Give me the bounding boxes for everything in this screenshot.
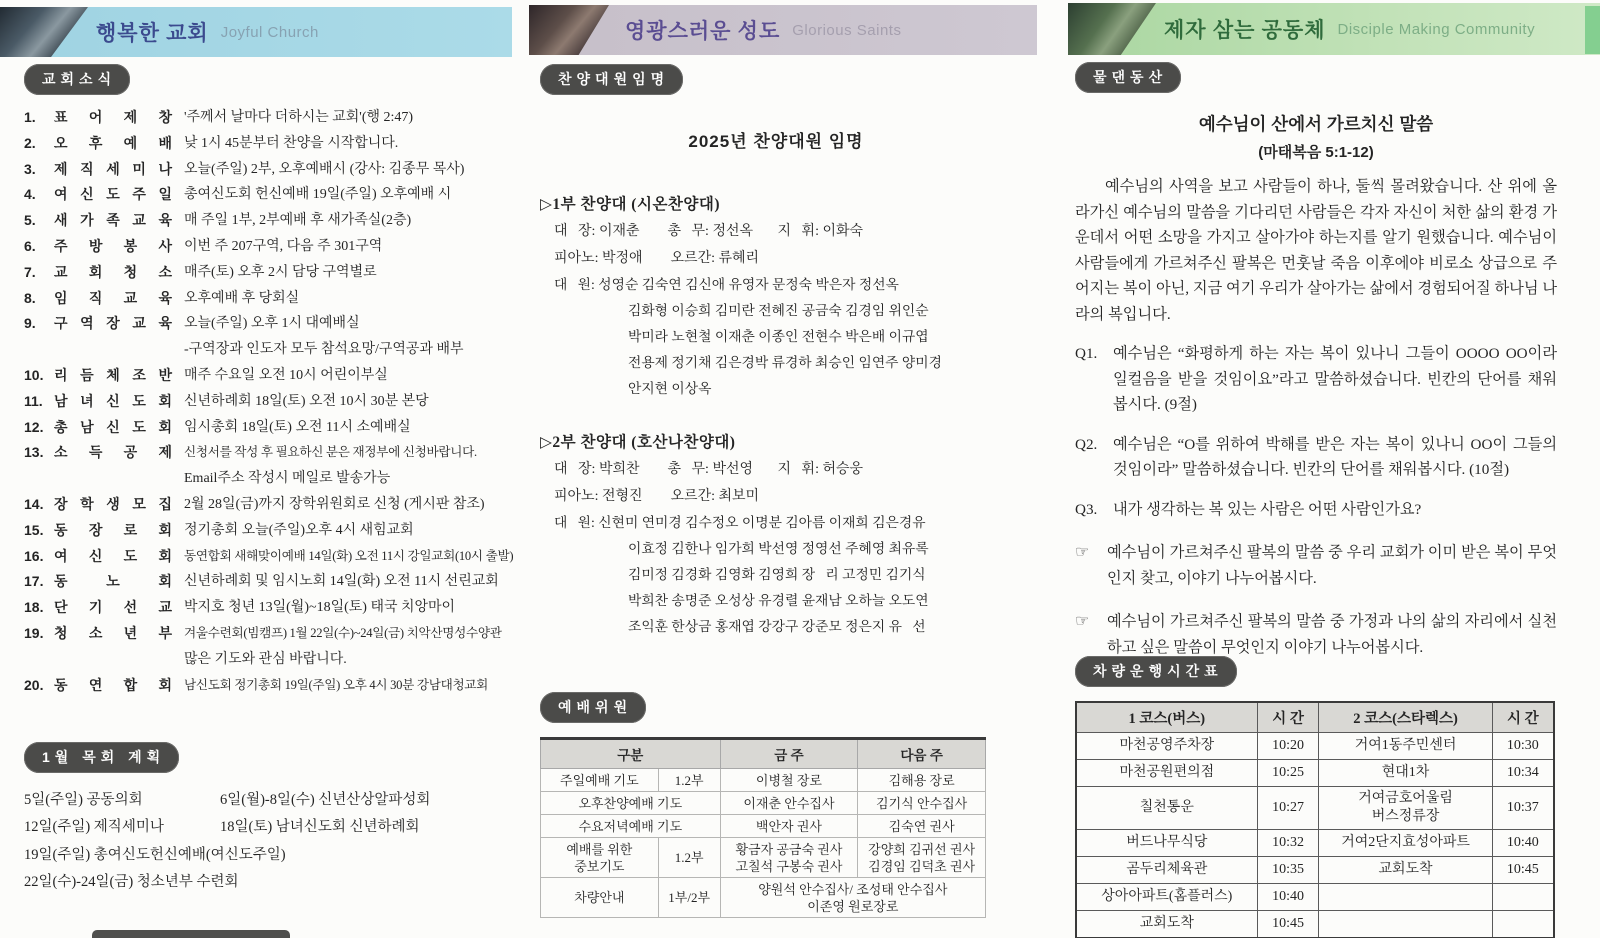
news-item: 15. 동 장 로 회 정기총회 오늘(주일)오후 4시 새힘교회	[24, 521, 414, 538]
choir-1-members: 대 원: 성영순 김숙연 김신애 유영자 문정숙 박은자 정선옥	[554, 277, 899, 292]
question-item: Q3. 내가 생각하는 복 있는 사람은 어떤 사람인가요?	[1075, 500, 1422, 518]
sermon-scripture-reference: (마태복음 5:1-12)	[1258, 144, 1374, 161]
header-course1: 1 코스(버스)	[1076, 702, 1257, 733]
table-header-row	[541, 739, 986, 769]
bus-schedule-section	[1075, 656, 1557, 938]
table-row: 마천공원편의점 10:25 현대1차 10:34	[1076, 760, 1554, 787]
table-header-row	[1076, 702, 1554, 733]
news-item-continuation: 많은 기도와 관심 바랍니다.	[184, 651, 347, 667]
news-item: 16. 여 신 도 회 동연합회 새해맞이예배 14일(화) 오전 11시 강일교회(10시 출발)	[24, 547, 514, 564]
church-photo	[0, 7, 88, 57]
news-item: 2. 오 후 예 배 낮 1시 45분부터 찬양을 시작합니다.	[24, 134, 399, 151]
news-item: 3. 제 직 세 미 나 오늘(주일) 2부, 오후예배시 (강사: 김종무 목사)	[24, 160, 465, 177]
header-this-week: 금 주	[720, 739, 858, 769]
worship-committee-table	[540, 737, 986, 918]
bus-schedule-badge: 차량운행시간표	[1075, 656, 1237, 687]
page-edge-strip	[1585, 6, 1600, 54]
plan-row: 22일(수)-24일(금) 청소년부 수련회	[24, 873, 239, 890]
sermon-intro-paragraph: 예수님의 사역을 보고 사람들이 하나, 둘씩 몰려왔습니다. 산 위에 올라가신 예수님의 말씀을 기다리던 사람들은 각자 자신이 처한 삶의 환경 가운데서 어떤 소망을 가지고 살아가야 하는지를 알기 원했습니다. 예수님이 사람들에게 가르쳐주신 팔복은 먼훗날 죽음 이후에야 비로소 상급으로 주어지는 복이 아닌, 지금 여기 우리가 살아가는 삶에서 경험되어질 하나님 나라의 복입니다.	[1075, 178, 1557, 323]
choir-2-members: 박희찬 송명준 오성상 유경렬 윤재남 오하늘 오도연	[628, 593, 929, 608]
band-title: 행복한 교회	[96, 21, 209, 45]
choir-2-members: 이효정 김한나 임가희 박선영 정영선 주혜영 최유록	[628, 541, 929, 556]
plan-row: 12일(주일) 제직세미나 18일(토) 남녀신도회 신년하례회	[24, 819, 420, 836]
choir-1-members: 박미라 노현철 이재춘 이종인 전현수 박은배 이규엽	[628, 329, 929, 344]
choir-appointment-title: 2025년 찬양대원 임명	[688, 132, 864, 151]
table-row: 칠천통운 10:27 거여금호어울림 버스정류장 10:37	[1076, 787, 1554, 830]
header-next-week: 다음 주	[858, 739, 986, 769]
discussion-pointer: ☞ 예수님이 가르쳐주신 팔복의 말씀 중 우리 교회가 이미 받은 복이 무엇인지 찾고, 이야기 나누어봅시다.	[1075, 540, 1557, 591]
choir-2-staff: 대 장: 박희찬 총 무: 박선영 지 휘: 허승웅	[554, 462, 864, 477]
table-row: 주일예배 기도 1.2부 이병철 장로 김해용 장로	[541, 769, 986, 792]
news-item: 8. 임 직 교 육 오후예배 후 당회실	[24, 289, 300, 306]
news-item: 13. 소 득 공 제 신청서를 작성 후 필요하신 분은 재정부에 신청바랍니다.	[24, 444, 477, 461]
band-title: 영광스러운 성도	[625, 19, 781, 43]
saints-photo	[529, 5, 609, 55]
next-page-badge-cutoff	[92, 930, 290, 938]
bus-schedule-table	[1075, 701, 1555, 938]
question-item: Q2. 예수님은 “O를 위하여 박해를 받은 자는 복이 있나니 OO이 그들의 것임이라” 말씀하셨습니다. 빈칸의 단어를 채워봅시다. (10절)	[1075, 435, 1557, 478]
choir-1-members: 김화형 이승희 김미란 전혜진 공금숙 김경임 위인순	[628, 303, 929, 318]
choir-1-heading: ▷1부 찬양대 (시온찬양대)	[540, 196, 721, 213]
column-church-news	[24, 64, 512, 698]
header-category: 구분	[541, 739, 721, 769]
choir-2-section	[540, 430, 1012, 640]
header-band-joyful-church	[0, 7, 512, 57]
table-row: 곰두리체육관 10:35 교회도착 10:45	[1076, 857, 1554, 884]
january-plan-badge: 1월 목회 계획	[24, 742, 179, 773]
table-row: 마천공영주차장 10:20 거여1동주민센터 10:30	[1076, 733, 1554, 760]
plan-rows	[24, 787, 512, 896]
news-item: 9. 구 역 장 교 육 오늘(주일) 오후 1시 대예배실	[24, 315, 360, 332]
pointing-hand-icon: ☞	[1075, 613, 1090, 630]
watered-garden-badge: 물댄동산	[1075, 62, 1181, 93]
header-course2: 2 코스(스타렉스)	[1319, 702, 1492, 733]
mountain-photo	[1068, 3, 1156, 55]
column-choir-appointment	[540, 64, 1012, 640]
news-item: 4. 여 신 도 주 일 총여신도회 헌신예배 19일(주일) 오후예배 시	[24, 186, 452, 203]
table-row: 예배를 위한 중보기도 1.2부 황금자 공금숙 권사 고칠석 구봉숙 권사 강양희 김귀선 권사 김경임 김덕초 권사	[541, 838, 986, 878]
band-subtitle: Disciple Making Community	[1337, 20, 1536, 38]
pointing-hand-icon: ☞	[1075, 544, 1090, 561]
choir-1-staff: 대 장: 이재춘 총 무: 정선옥 지 휘: 이화숙	[554, 224, 864, 239]
news-item: 6. 주 방 봉 사 이번 주 207구역, 다음 주 301구역	[24, 237, 383, 254]
table-row: 차량안내 1부/2부 양원석 안수집사/ 조성태 안수집사 이존영 원로장로	[541, 878, 986, 918]
news-item: 12. 총 남 신 도 회 임시총회 18일(토) 오전 11시 소예배실	[24, 418, 411, 435]
news-item: 17. 동 노 회 신년하례회 및 임시노회 14일(화) 오전 11시 선린교회	[24, 573, 499, 590]
church-news-list	[24, 105, 512, 698]
table-row: 버드나무식당 10:32 거여2단지효성아파트 10:40	[1076, 830, 1554, 857]
choir-appointment-badge: 찬양대원임명	[540, 64, 683, 95]
column-sermon-study	[1075, 62, 1557, 660]
question-item: Q1. 예수님은 “화평하게 하는 자는 복이 있나니 그들이 OOOO OO이라 일컬음을 받을 것임이요”라고 말씀하셨습니다. 빈칸의 단어를 채워봅시다. (9절)	[1075, 345, 1557, 413]
header-time2: 시 간	[1492, 702, 1554, 733]
header-band-disciple-community	[1068, 3, 1600, 55]
choir-1-section	[540, 192, 1012, 402]
header-band-glorious-saints	[529, 5, 1037, 55]
january-ministry-plan	[24, 742, 512, 896]
news-item: 11. 남 녀 신 도 회 신년하례회 18일(토) 오전 10시 30분 본당	[24, 392, 429, 409]
plan-row: 19일(주일) 총여신도헌신예배(여신도주일)	[24, 846, 286, 863]
news-item-continuation: Email주소 작성시 메일로 발송가능	[184, 471, 391, 487]
choir-1-members: 안지현 이상옥	[628, 381, 712, 396]
header-time1: 시 간	[1257, 702, 1319, 733]
choir-2-accompanists: 피아노: 전형진 오르간: 최보미	[554, 489, 760, 504]
table-row: 오후찬양예배 기도 이재춘 안수집사 김기식 안수집사	[541, 792, 986, 815]
choir-2-members: 대 원: 신현미 연미경 김수정오 이명분 김아름 이재희 김은경유	[554, 515, 926, 530]
news-item-continuation: -구역장과 인도자 모두 참석요망/구역공과 배부	[184, 342, 464, 358]
news-item: 19. 청 소 년 부 겨울수련회(빔캠프) 1월 22일(수)~24일(금) 치악산명성수양관	[24, 624, 502, 641]
discussion-pointer: ☞ 예수님이 가르쳐주신 팔복의 말씀 중 가정과 나의 삶의 자리에서 실천하고 싶은 말씀이 무엇인지 이야기 나누어봅시다.	[1075, 609, 1557, 660]
band-subtitle: Glorious Saints	[792, 21, 902, 39]
news-item: 20. 동 연 합 회 남신도회 정기총회 19일(주일) 오후 4시 30분 강남대청교회	[24, 676, 489, 693]
worship-committee-badge: 예배위원	[540, 692, 646, 723]
choir-2-heading: ▷2부 찬양대 (호산나찬양대)	[540, 434, 736, 451]
table-row: 상아아파트(홈플러스) 10:40	[1076, 884, 1554, 911]
worship-committee-section	[540, 692, 1012, 918]
band-title: 제자 삼는 공동체	[1164, 18, 1326, 42]
choir-1-accompanists: 피아노: 박정애 오르간: 류혜리	[554, 251, 760, 266]
band-subtitle: Joyful Church	[220, 23, 319, 41]
choir-1-members: 전용제 정기채 김은경박 류경하 최승인 임연주 양미경	[628, 355, 942, 370]
table-row: 교회도착 10:45	[1076, 911, 1554, 938]
church-news-badge: 교회소식	[24, 64, 130, 95]
choir-2-members: 김미정 김경화 김영화 김영희 장 리 고정민 김기식	[628, 567, 926, 582]
news-item: 7. 교 회 청 소 매주(토) 오후 2시 담당 구역별로	[24, 263, 377, 280]
news-item: 10. 리 듬 체 조 반 매주 수요일 오전 10시 어린이부실	[24, 366, 388, 383]
sermon-title: 예수님이 산에서 가르치신 말씀	[1198, 114, 1434, 134]
news-item: 1. 표 어 제 창 '주께서 날마다 더하시는 교회'(행 2:47)	[24, 109, 414, 125]
table-row: 수요저녁예배 기도 백안자 권사 김숙연 권사	[541, 815, 986, 838]
news-item: 14. 장 학 생 모 집 2월 28일(금)까지 장학위원회로 신청 (게시판 참조)	[24, 495, 485, 512]
news-item: 18. 단 기 선 교 박지호 청년 13일(월)~18일(토) 태국 치앙마이	[24, 599, 456, 616]
news-item: 5. 새 가 족 교 육 매 주일 1부, 2부예배 후 새가족실(2층)	[24, 212, 412, 229]
choir-2-members: 조익훈 한상금 홍재엽 강강구 강준모 정은지 유 선	[628, 619, 926, 634]
plan-row: 5일(주일) 공동의회 6일(월)-8일(수) 신년산상알파성회	[24, 792, 431, 808]
